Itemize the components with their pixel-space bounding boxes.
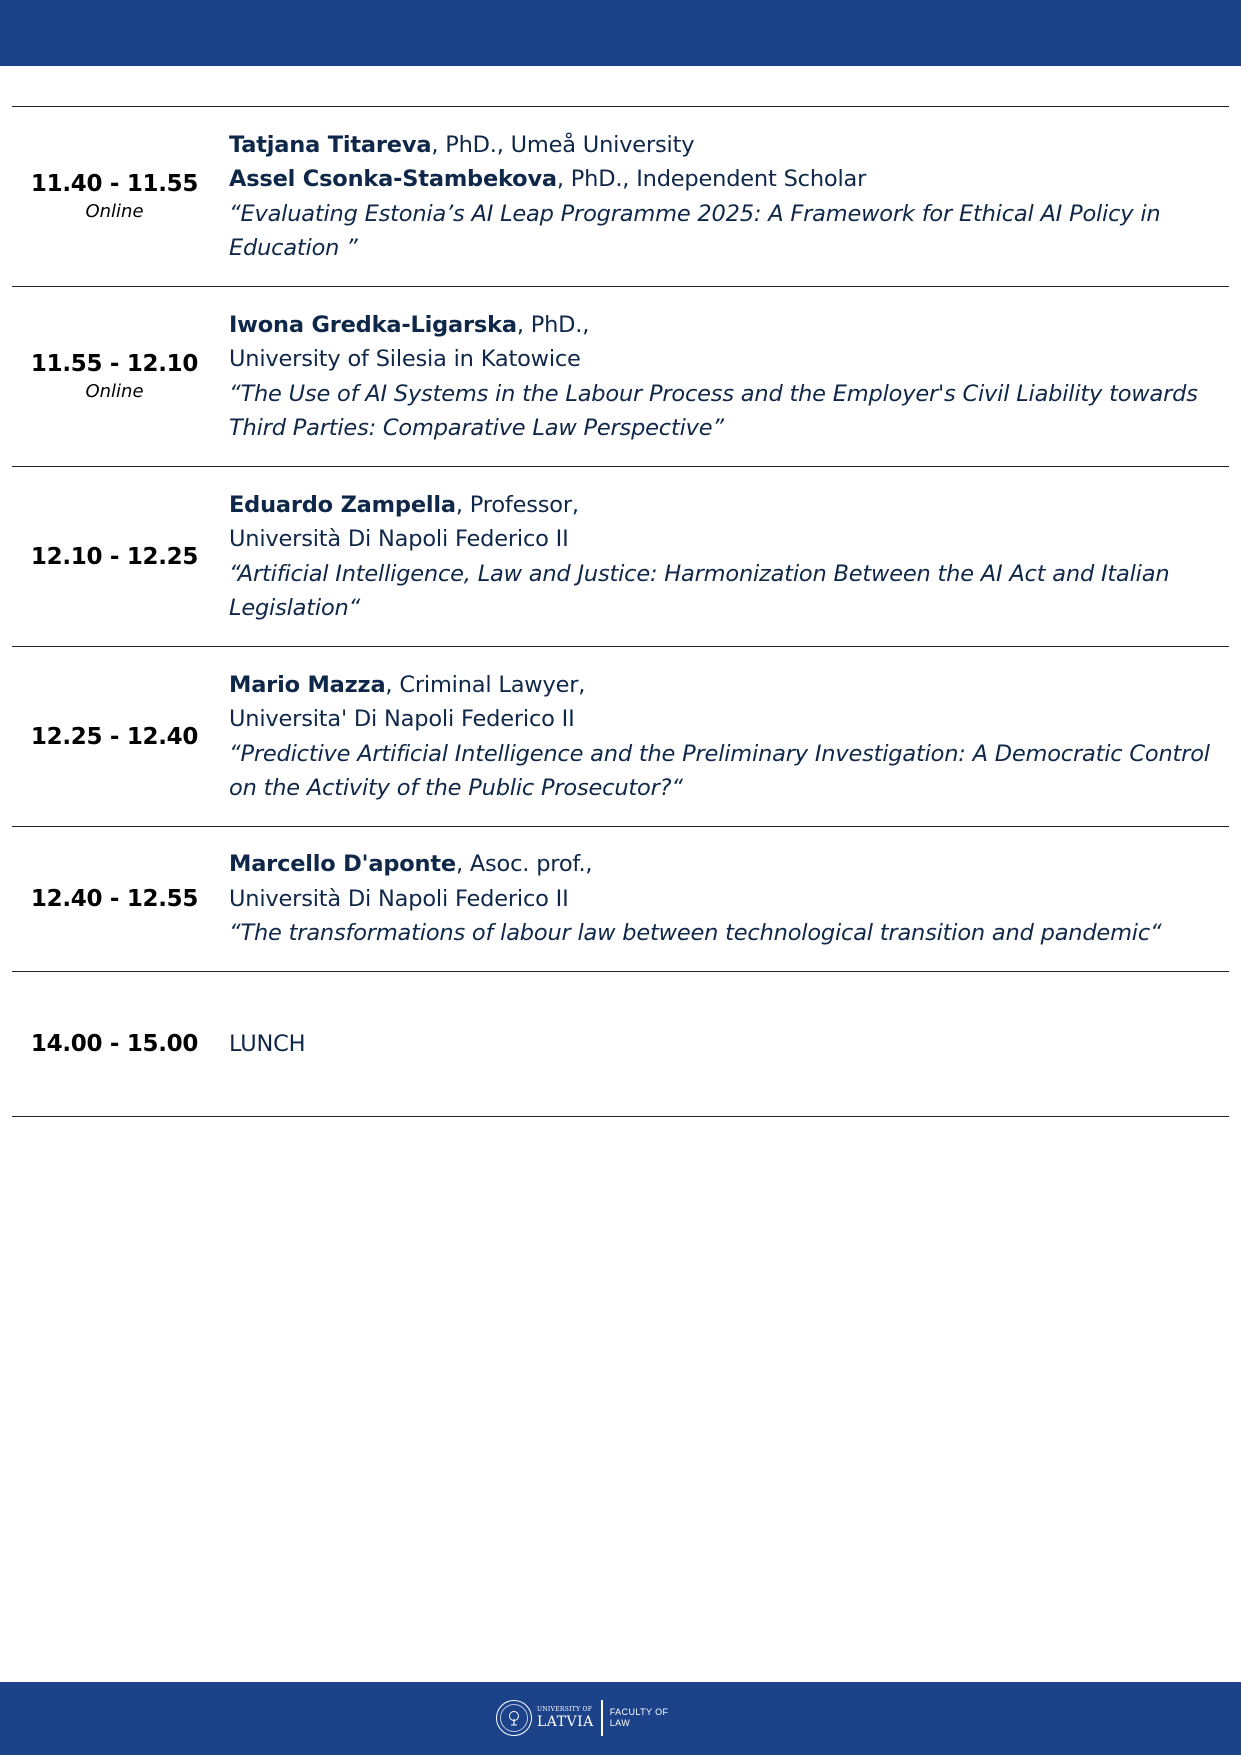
speaker-role: , PhD., [516,311,590,338]
time-range: 11.40 - 11.55 [30,171,199,197]
faculty-line-2: LAW [609,1718,631,1728]
speaker-line [229,308,1219,343]
talk-title: “Artificial Intelligence, Law and Justice: Harmonization Between the AI Act and Italian Legislation“ [229,560,1170,621]
speaker-name: Iwona Gredka-Ligarska [229,311,517,338]
speaker-line [229,488,1219,523]
agenda-row [12,467,1229,647]
break-label: LUNCH [229,1030,306,1057]
talk-title: “Evaluating Estonia’s AI Leap Programme 2025: A Framework for Ethical AI Policy in Education ” [229,200,1161,261]
speaker-institution: University of Silesia in Katowice [229,346,581,372]
time-cell [12,467,217,646]
break-details [217,972,1229,1116]
talk-details [217,107,1229,286]
talk-details [217,467,1229,646]
speaker-name: Eduardo Zampella [229,491,456,518]
time-cell [12,107,217,286]
speaker-role: , Professor, [455,491,579,518]
agenda-row [12,647,1229,827]
university-prefix: UNIVERSITY OF [537,1706,593,1713]
faculty-logo [496,1697,668,1739]
header-band [0,0,1241,66]
time-range: 11.55 - 12.10 [30,351,199,377]
time-cell [12,647,217,826]
talk-details [217,647,1229,826]
faculty-wordmark [610,1707,669,1729]
university-seal-icon [496,1700,532,1736]
speaker-line [229,668,1219,703]
speaker-institution: Università Di Napoli Federico II [229,526,569,552]
speaker-name: Mario Mazza [229,671,386,698]
tree-icon [506,1710,522,1726]
agenda-row [12,827,1229,972]
time-cell [12,827,217,971]
speaker-affiliation: , PhD., Umeå University [431,131,695,158]
university-name: LATVIA [537,1714,594,1730]
speaker-institution: Università Di Napoli Federico II [229,885,569,912]
speaker-name: Assel Csonka-Stambekova [229,166,557,192]
talk-title: “The transformations of labour law between technological transition and pandemic“ [229,920,1162,947]
speaker-name: Tatjana Titareva [229,131,432,158]
time-range: 12.25 - 12.40 [30,723,199,750]
speaker-line [229,128,1219,163]
speaker-role: , Criminal Lawyer, [385,671,586,698]
university-wordmark [537,1706,594,1730]
speaker-name: Marcello D'aponte [229,851,456,878]
talk-title: “The Use of AI Systems in the Labour Process and the Employer's Civil Liability towards Third Parties: Comparative Law Perspective” [229,380,1198,441]
seal-inner-ring [500,1704,528,1732]
agenda-row [12,287,1229,467]
time-range: 12.10 - 12.25 [30,543,199,570]
time-cell [12,287,217,466]
agenda-row [12,107,1229,287]
time-range: 12.40 - 12.55 [30,886,199,912]
speaker-institution: Universita' Di Napoli Federico II [229,706,575,732]
logo-divider [601,1700,603,1736]
agenda-row-break [12,972,1229,1117]
agenda-table [12,106,1229,1117]
speaker-role: , Asoc. prof., [455,851,593,878]
time-range: 14.00 - 15.00 [30,1031,199,1057]
speaker-line [229,847,1219,882]
speaker-line [229,162,1219,197]
talk-title: “Predictive Artificial Intelligence and the Preliminary Investigation: A Democratic Control on the Activity of the Public Prosecutor?“ [229,740,1210,801]
talk-details [217,287,1229,466]
talk-details [217,827,1229,971]
session-mode: Online [85,381,144,402]
session-mode: Online [85,201,144,222]
faculty-line-1: FACULTY OF [609,1707,669,1717]
time-cell [12,972,217,1116]
speaker-affiliation: , PhD., Independent Scholar [556,166,867,192]
